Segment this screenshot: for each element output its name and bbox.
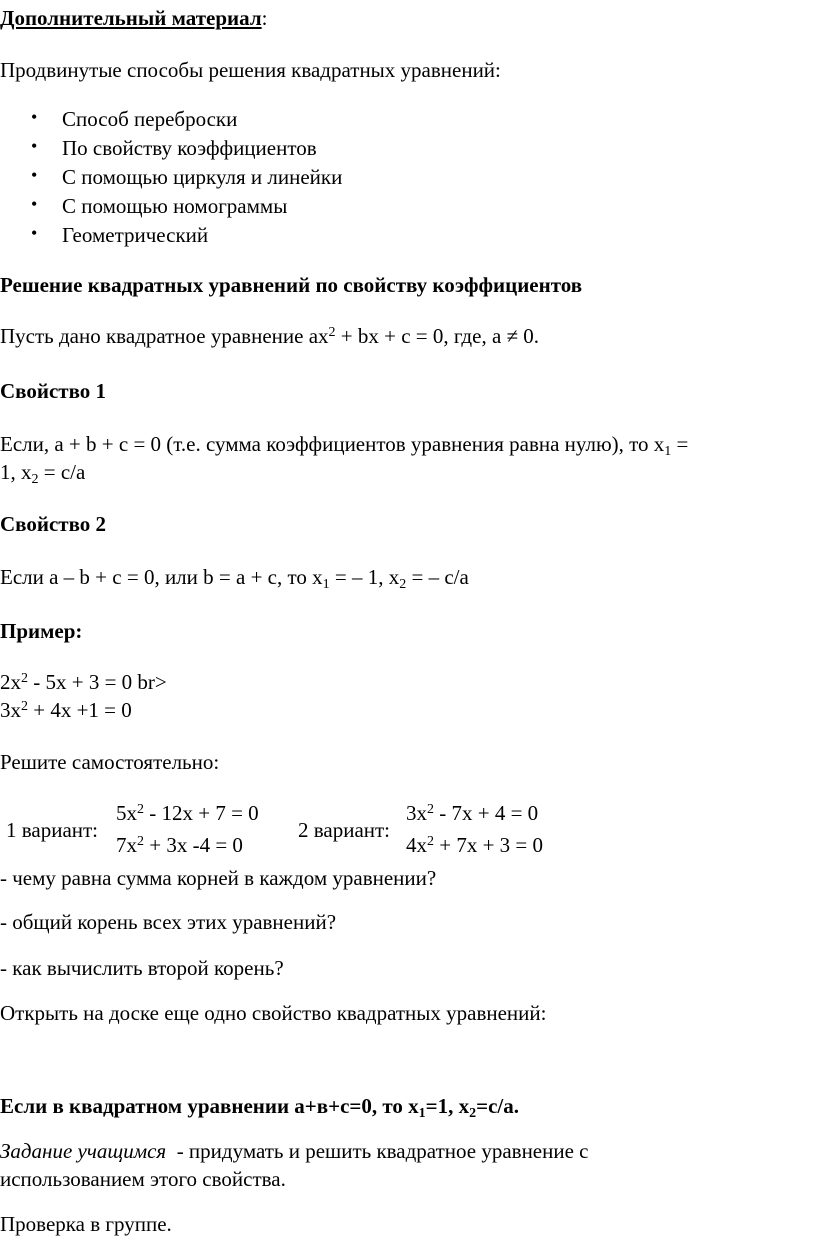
- list-item: • Геометрический: [0, 223, 342, 252]
- list-item: • По свойству коэффициентов: [0, 136, 342, 165]
- property2-line: Если а – b + c = 0, или b = a + c, то $х_1$ = – 1, $х_2$ = – с/a: [0, 565, 469, 592]
- methods-list: [0, 107, 342, 252]
- title-line: [0, 6, 267, 31]
- example-equation-1: $2x^2 - 5x + 3 = 0$ br>: [0, 670, 167, 694]
- property1-line1: Если, а + b + с = 0 (т.е. сумма коэффициентов уравнения равна нулю), то $х_1$ =: [0, 432, 689, 459]
- rule-statement: Если в квадратном уравнении а+в+с=0, то $х_1=1$, $х_2=с/а$.: [0, 1094, 520, 1121]
- variant2-equation-1: $3x^2 - 7x + 4 = 0$: [406, 801, 539, 825]
- task-line-2: использованием этого свойства.: [0, 1167, 286, 1191]
- question-3: - как вычислить второй корень?: [0, 956, 284, 980]
- given-equation: Пусть дано квадратное уравнение $ах^2$ + bх + с = 0, где, а ≠ 0.: [0, 324, 540, 348]
- self-study-heading: Решите самостоятельно:: [0, 750, 220, 774]
- task-line-1: Задание учащимся - придумать и решить квадратное уравнение с: [0, 1139, 589, 1163]
- title-colon: :: [261, 6, 268, 30]
- variant1-equation-1: $5x^2 - 12x + 7 = 0$: [116, 801, 259, 825]
- intro-text: Продвинутые способы решения квадратных уравнений:: [0, 58, 501, 82]
- property1-heading: Свойство 1: [0, 379, 107, 403]
- question-1: - чему равна сумма корней в каждом уравнении?: [0, 866, 437, 890]
- board-text: Открыть на доске еще одно свойство квадратных уравнений:: [0, 1001, 547, 1025]
- property2-heading: Свойство 2: [0, 512, 107, 536]
- list-item: • Способ переброски: [0, 107, 342, 136]
- variant2-equation-2: $4x^2 + 7x + 3 = 0$: [406, 833, 544, 857]
- task-label: Задание учащимся: [0, 1139, 167, 1163]
- section-heading: Решение квадратных уравнений по свойству коэффициентов: [0, 273, 583, 297]
- list-item: • С помощью номограммы: [0, 194, 342, 223]
- variant1-label: 1 вариант:: [6, 818, 99, 842]
- property1-line2: 1, $х_2 = с/а$: [0, 460, 86, 487]
- check-text: Проверка в группе.: [0, 1212, 172, 1236]
- list-item: • С помощью циркуля и линейки: [0, 165, 342, 194]
- variant1-equation-2: $7x^2 + 3x$ -4 = 0: [116, 833, 243, 857]
- example-heading: Пример:: [0, 619, 83, 643]
- example-equation-2: $3x^2 + 4x +1 = 0$: [0, 698, 132, 722]
- variant2-label: 2 вариант:: [298, 818, 391, 842]
- page-title: Дополнительный материал: [0, 6, 262, 30]
- question-2: - общий корень всех этих уравнений?: [0, 910, 337, 934]
